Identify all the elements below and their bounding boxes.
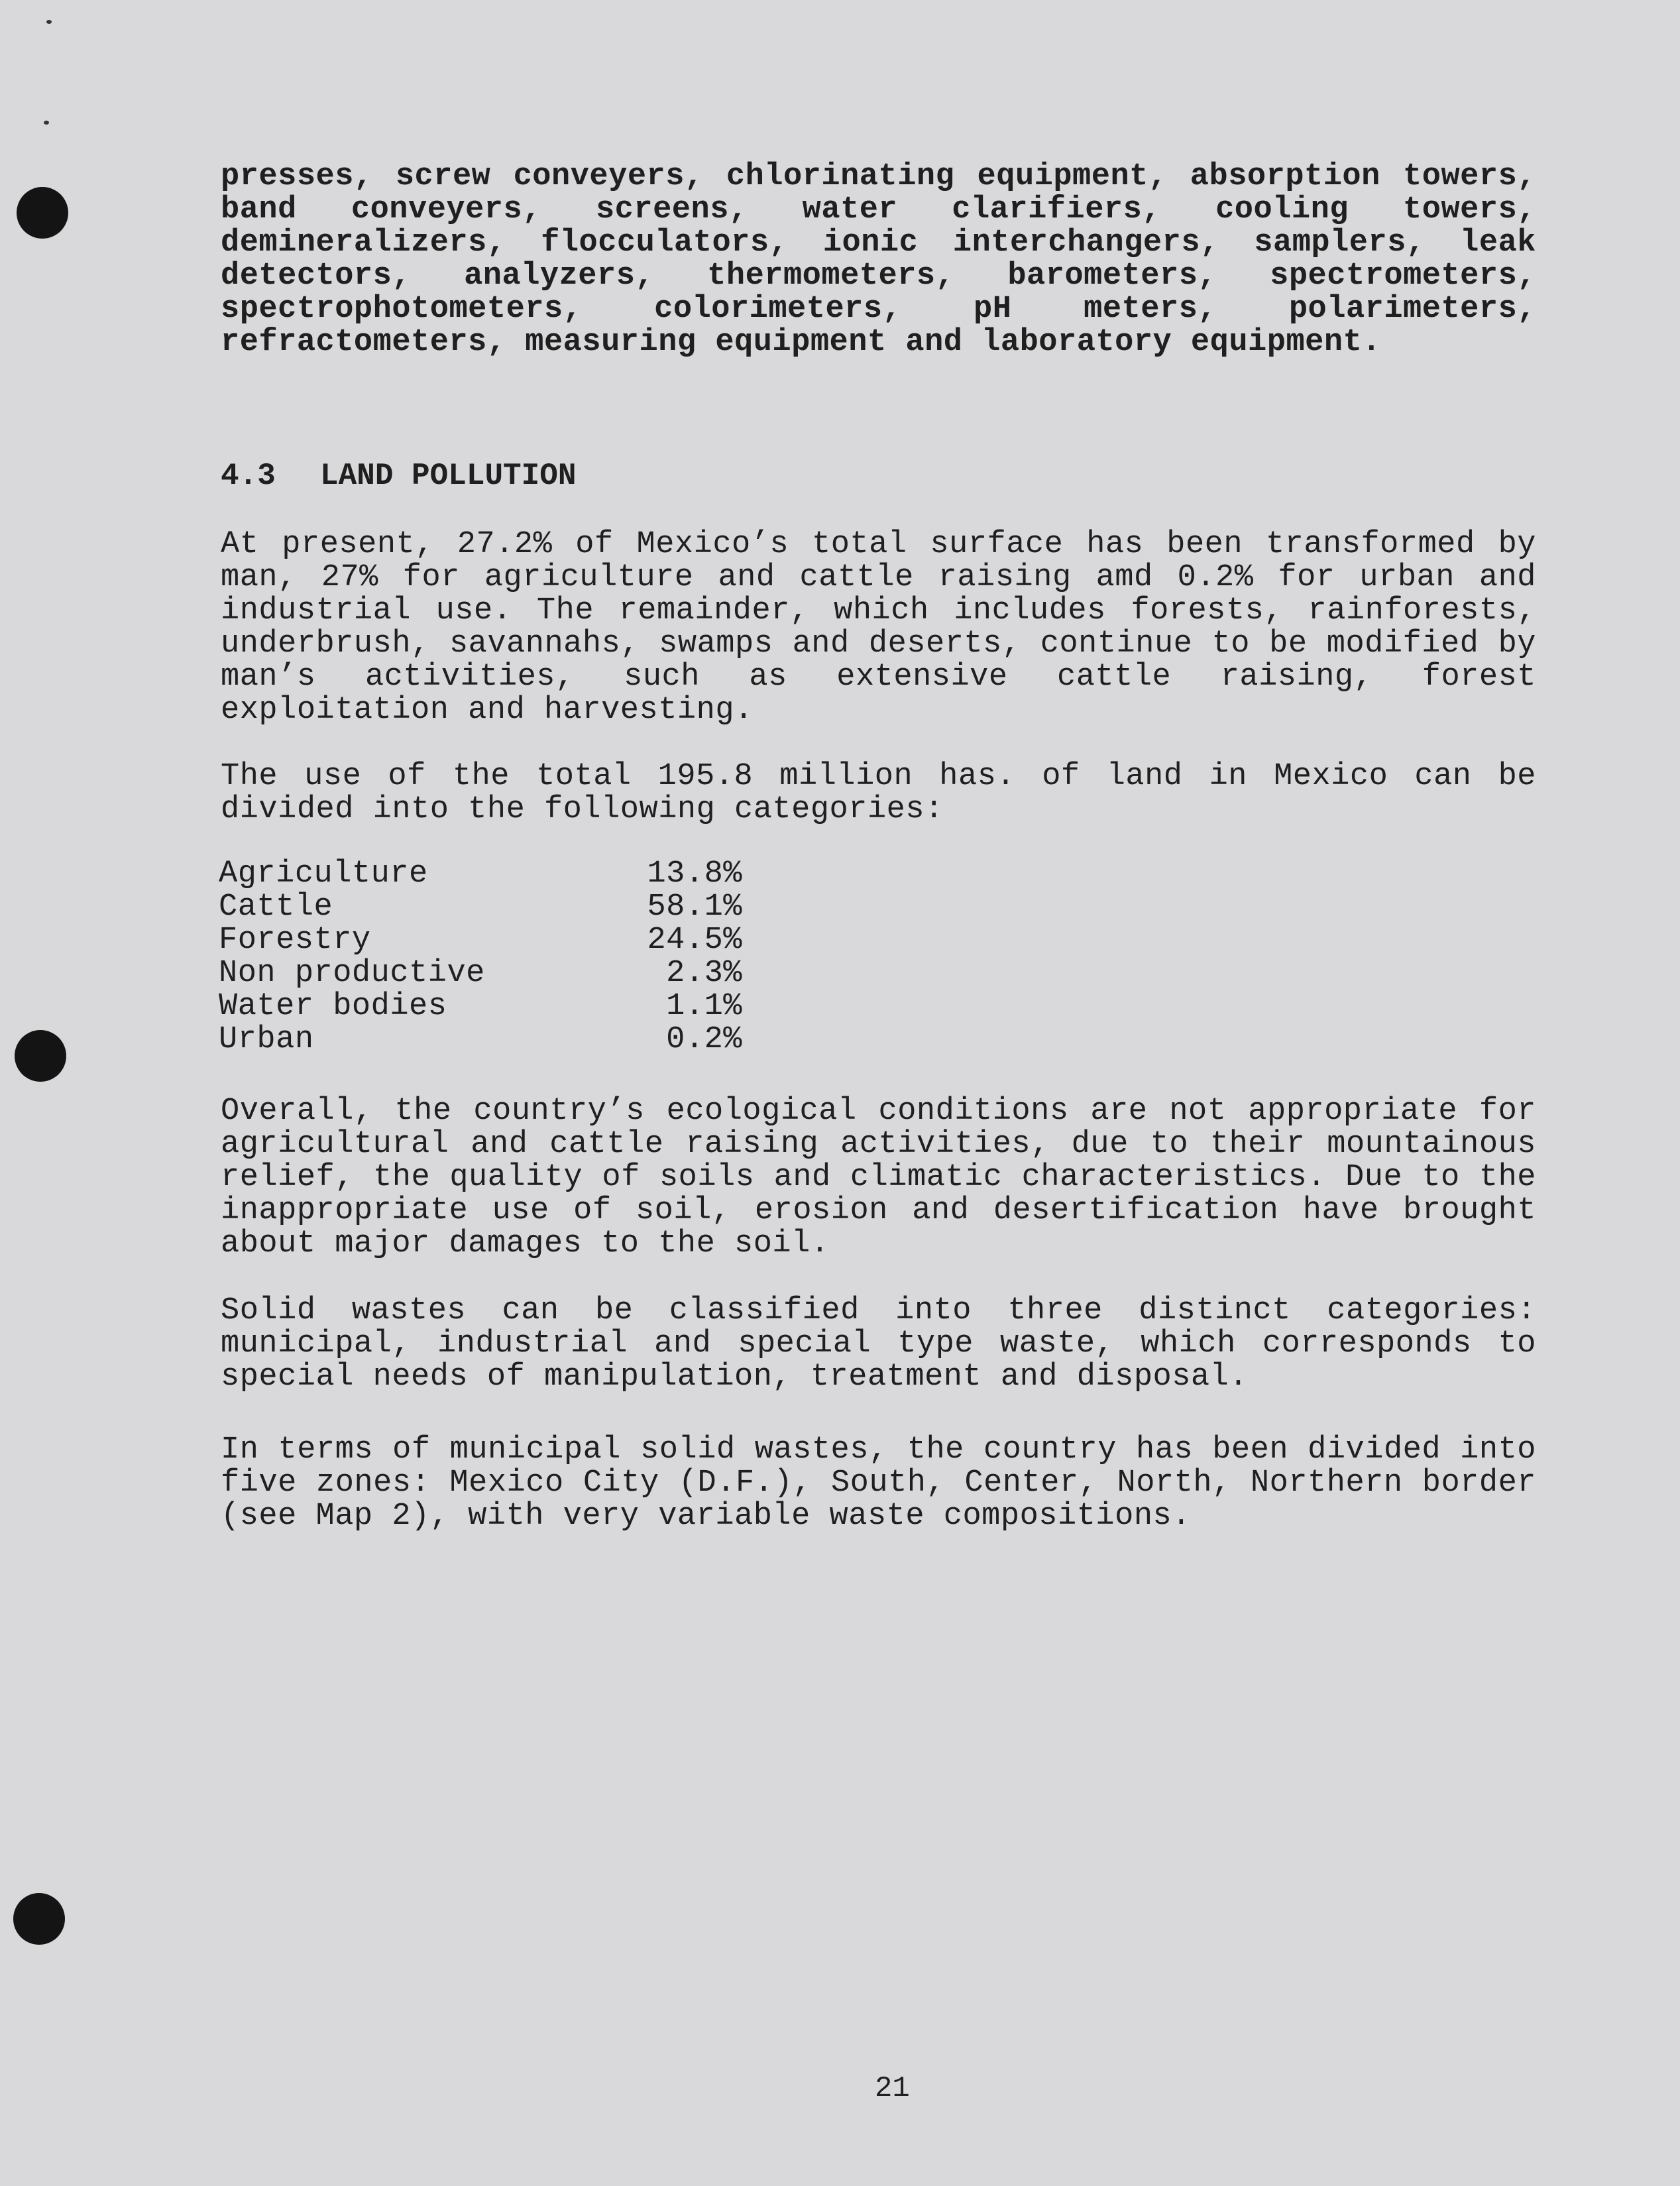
binder-hole [17,187,68,239]
section-heading [221,459,576,492]
municipal-wastes-paragraph: In terms of municipal solid wastes, the country has been divided into five zones: Mexico City (D.F.), South, Center, North, Northern border (see Map 2), with very variable waste compositions. [221,1432,1536,1534]
solid-wastes-paragraph: Solid wastes can be classified into three distinct categories: municipal, industrial and special type waste, which corresponds to special needs of manipulation, treatment and disposal. [221,1293,1536,1395]
land-category: Agriculture [219,856,428,892]
land-percent: 0.2% [666,1022,742,1057]
table-row [219,1023,742,1057]
paper-speck [46,20,52,24]
table-row [219,990,742,1023]
land-percent: 13.8% [647,856,742,892]
table-row [219,891,742,924]
land-use-table [219,858,742,1057]
section-number: 4.3 [221,459,276,493]
table-row [219,858,742,891]
land-percent: 58.1% [647,890,742,925]
land-category: Non productive [219,956,485,991]
land-category: Urban [219,1022,314,1057]
land-category: Forestry [219,923,371,958]
land-category: Cattle [219,890,333,925]
land-percent: 24.5% [647,923,742,958]
land-percent: 2.3% [666,956,742,991]
binder-hole [13,1893,65,1945]
binder-hole [15,1030,66,1082]
table-row [219,957,742,990]
table-row [219,924,742,957]
equipment-list-paragraph: presses, screw conveyers, chlorinating equipment, absorption towers, band conveyers, screens, water clarifiers, cooling towers, demineralizers, flocculators, ionic interchangers, samplers, leak detectors, analyzers, thermometers, barometers, spectrometers, spectrophotometers, colorimeters, pH meters, polarimeters, refractometers, measuring equipment and laboratory equipment. [221,159,1536,360]
land-category: Water bodies [219,989,447,1024]
land-use-intro-paragraph: The use of the total 195.8 million has. of land in Mexico can be divided into the following categories: [221,759,1536,827]
section-title: LAND POLLUTION [320,459,577,493]
land-percent: 1.1% [666,989,742,1024]
page-number: 21 [875,2072,910,2105]
ecological-conditions-paragraph: Overall, the country’s ecological conditions are not appropriate for agricultural and cattle raising activities, due to their mountainous relief, the quality of soils and climatic characteristics. Due to the inappropriate use of soil, erosion and desertification have brought about major damages to the soil. [221,1094,1536,1261]
paper-speck [44,121,49,125]
surface-transformation-paragraph: At present, 27.2% of Mexico’s total surface has been transformed by man, 27% for agriculture and cattle raising amd 0.2% for urban and industrial use. The remainder, which includes forests, rainforests, underbrush, savannahs, swamps and deserts, continue to be modified by man’s activities, such as extensive cattle raising, forest exploitation and harvesting. [221,527,1536,728]
